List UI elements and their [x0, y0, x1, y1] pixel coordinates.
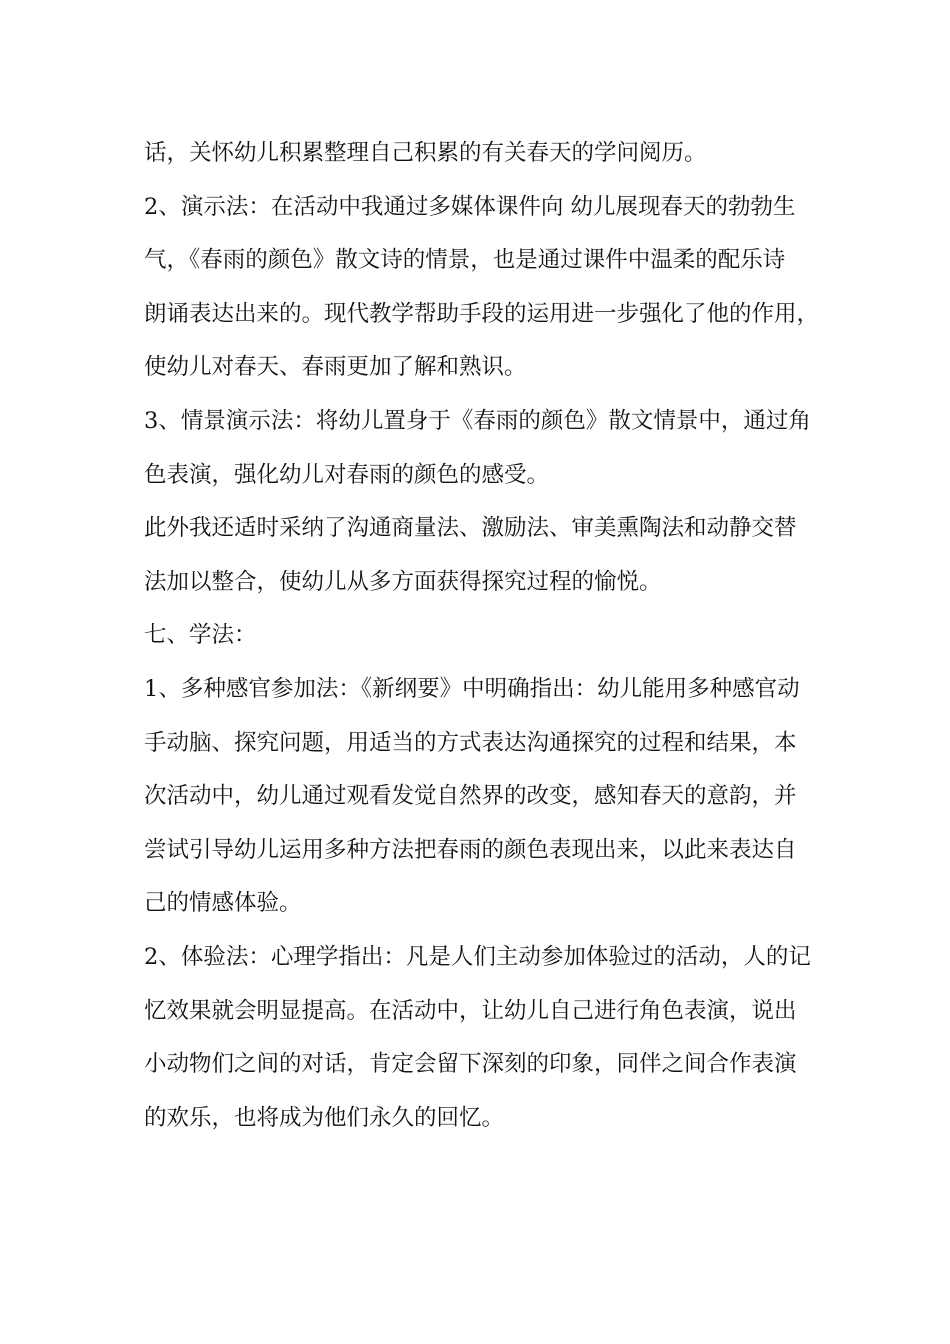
text-line: 尝试引导幼儿运用多种方法把春雨的颜色表现出来，以此来表达自 — [144, 836, 797, 863]
section-heading: 七、学法： — [144, 622, 257, 649]
text-line: 忆效果就会明显提高。在活动中，让幼儿自己进行角色表演，说出 — [144, 997, 797, 1024]
text-line: 己的情感体验。 — [144, 890, 302, 917]
text-line: 话，关怀幼儿积累整理自己积累的有关春天的学问阅历。 — [144, 140, 707, 166]
text-line: 法加以整合，使幼儿从多方面获得探究过程的愉悦。 — [144, 568, 662, 595]
text-line: 2、体验法：心理学指出：凡是人们主动参加体验过的活动，人的记 — [144, 943, 811, 970]
text-line: 次活动中，幼儿通过观看发觉自然界的改变，感知春天的意韵，并 — [144, 783, 797, 810]
text-line: 小动物们之间的对话，肯定会留下深刻的印象，同伴之间合作表演 — [144, 1051, 797, 1078]
text-line: 3、情景演示法：将幼儿置身于《春雨的颜色》散文情景中，通过角 — [144, 407, 811, 434]
text-line: 此外我还适时采纳了沟通商量法、激励法、审美熏陶法和动静交替 — [144, 515, 797, 542]
text-line: 2、演示法：在活动中我通过多媒体课件向 幼儿展现春天的勃勃生 — [144, 193, 796, 220]
text-line: 朗诵表达出来的。现代教学帮助手段的运用进一步强化了他的作用， — [144, 300, 820, 327]
text-line: 手动脑、探究问题，用适当的方式表达沟通探究的过程和结果，本 — [144, 729, 797, 756]
text-line: 气，《春雨的颜色》散文诗的情景，也是通过课件中温柔的配乐诗 — [144, 247, 786, 274]
text-line: 使幼儿对春天、春雨更加了解和熟识。 — [144, 354, 527, 381]
text-line: 的欢乐，也将成为他们永久的回忆。 — [144, 1104, 505, 1131]
document-body — [144, 127, 820, 1145]
text-line: 1、多种感官参加法：《新纲要》中明确指出：幼儿能用多种感官动 — [144, 675, 800, 702]
text-line: 色表演，强化幼儿对春雨的颜色的感受。 — [144, 461, 550, 488]
